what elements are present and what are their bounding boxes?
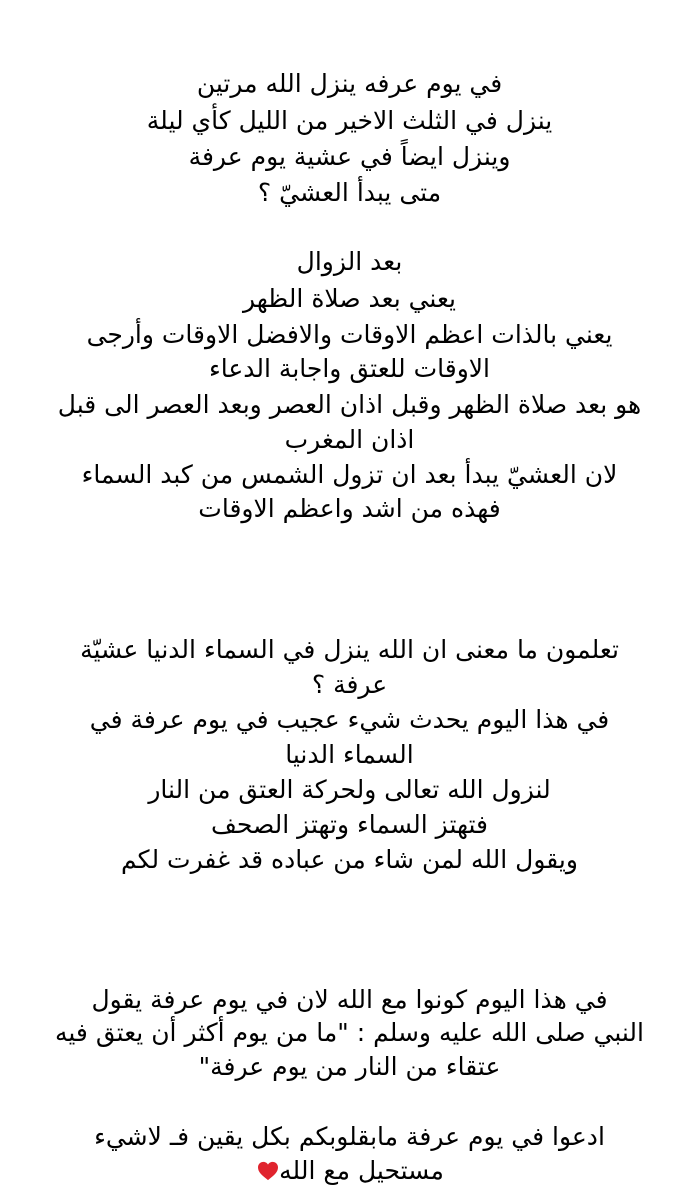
text-line: عرفة ؟ bbox=[311, 670, 388, 699]
text-line: تعلمون ما معنى ان الله ينزل في السماء الدنيا عشيّة bbox=[80, 635, 619, 664]
text-line: لان العشيّ يبدأ بعد ان تزول الشمس من كبد السماء bbox=[81, 460, 618, 489]
text-line: السماء الدنيا bbox=[285, 740, 414, 769]
text-line: اذان المغرب bbox=[284, 425, 415, 454]
text-line: في هذا اليوم يحدث شيء عجيب في يوم عرفة في bbox=[89, 705, 610, 734]
text-line: يعني بالذات اعظم الاوقات والافضل الاوقات وأرجى bbox=[86, 320, 613, 349]
text-line: لنزول الله تعالى ولحركة العتق من النار bbox=[148, 775, 551, 804]
text-line: بعد الزوال bbox=[296, 247, 403, 276]
text-line: يعني بعد صلاة الظهر bbox=[242, 284, 456, 313]
text-line: عتقاء من النار من يوم عرفة" bbox=[198, 1052, 501, 1081]
red-heart-icon bbox=[257, 1161, 279, 1181]
text-line: هو بعد صلاة الظهر وقبل اذان العصر وبعد العصر الى قبل bbox=[57, 390, 642, 419]
text-line: فهذه من اشد واعظم الاوقات bbox=[198, 494, 501, 523]
text-line: الاوقات للعتق واجابة الدعاء bbox=[209, 354, 490, 383]
text-line: ينزل في الثلث الاخير من الليل كأي ليلة bbox=[146, 106, 553, 135]
text-line: مستحيل مع الله bbox=[279, 1156, 444, 1185]
text-line: النبي صلى الله عليه وسلم : "ما من يوم أكثر أن يعتق فيه bbox=[54, 1018, 644, 1047]
text-line: فتهتز السماء وتهتز الصحف bbox=[210, 810, 489, 839]
text-line: ويقول الله لمن شاء من عباده قد غفرت لكم bbox=[121, 845, 578, 874]
text-line: ادعوا في يوم عرفة مابقلوبكم بكل يقين فـ لاشيء bbox=[94, 1122, 605, 1151]
text-line: وينزل ايضاً في عشية يوم عرفة bbox=[188, 142, 511, 171]
text-line-with-heart bbox=[0, 1154, 699, 1188]
text-line: في يوم عرفه ينزل الله مرتين bbox=[196, 69, 503, 98]
text-line: متى يبدأ العشيّ ؟ bbox=[257, 178, 442, 207]
text-line: في هذا اليوم كونوا مع الله لان في يوم عرفة يقول bbox=[91, 985, 608, 1014]
